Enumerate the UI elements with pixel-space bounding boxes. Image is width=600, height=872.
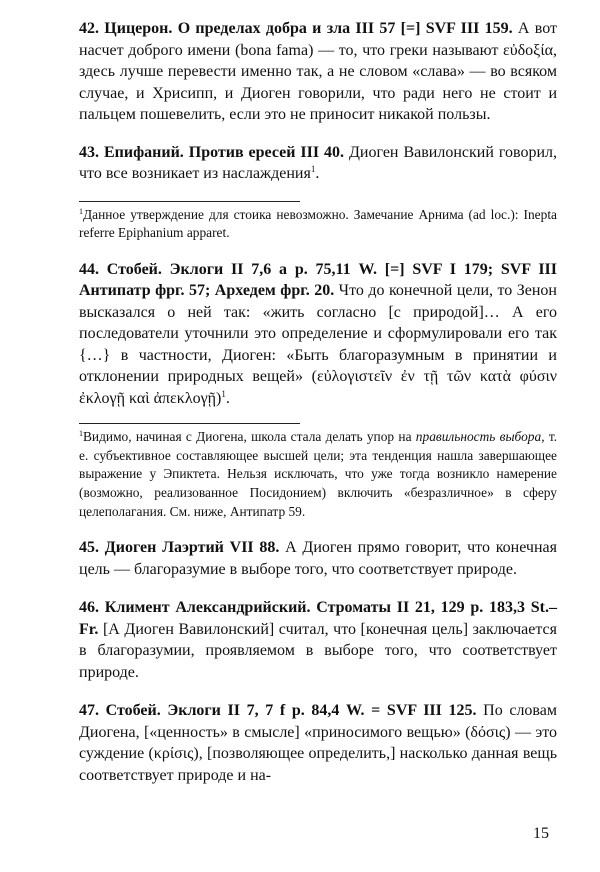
footnote-1 — [79, 206, 557, 243]
footnote-2 — [79, 428, 557, 521]
entry-46 — [79, 597, 557, 683]
entry-43 — [79, 142, 557, 185]
entry-47 — [79, 700, 557, 786]
entry-44 — [79, 259, 557, 410]
entry-heading: 45. Диоген Лаэртий VII 88. — [79, 539, 280, 557]
footnote-text-continued: , т. е. субъективное составляющее высшей цели; эта тенденция нашла завершающее выражение у Эпиктета. Нельзя исключать, что уже тогда возникло намерение (возможно, реализованное Посидонием) включить «безразличное» в сферу целеполагания. См. ниже, Антипатр 59. — [79, 429, 558, 519]
footnote-number: 1 — [79, 429, 83, 439]
entry-heading: 46. Климент Александрийский. Строматы II 21, 129 р. 183,3 St.–Fr. — [79, 599, 557, 638]
entry-tail: . — [225, 389, 230, 407]
entry-heading: 42. Цицерон. О пределах добра и зла III 57 [=] SVF III 159. — [79, 20, 513, 37]
footnote-text: Видимо, начиная с Диогена, школа стала делать упор на — [83, 429, 416, 445]
entry-body: Диоген Вавилонский говорил, что все возникает из наслаждения — [79, 143, 557, 182]
footnote-marker: 1 — [310, 164, 316, 174]
entry-45 — [79, 537, 557, 580]
page-content — [79, 18, 557, 786]
entry-body: Что до конечной цели, то Зенон высказался о ней так: «жить согласно [с природой]… А его последователи уточнили это определение и сформулировали его так {…} в частности, Диоген: «Быть благоразумным в принятии и отклонении природных вещей» (εὐλογιστεῖν ἐν τῇ τῶν κατὰ φύσιν ἐκλογῇ καὶ ἀπεκλογῇ) — [79, 282, 557, 407]
entry-heading: 43. Епифаний. Против ересей III 40. — [79, 143, 345, 161]
entry-tail: . — [315, 165, 320, 182]
footnote-divider — [79, 423, 300, 424]
footnote-marker: 1 — [221, 388, 226, 399]
entry-body: По словам Диогена, [«ценность» в смысле] «приносимого вещью» (δόσις) — это суждение (κρίσις), [позволяющее определить,] насколько данная вещь соответствует природе и на- — [79, 702, 557, 784]
footnote-divider — [79, 201, 300, 202]
page-number: 15 — [533, 825, 549, 842]
footnote-number: 1 — [79, 206, 83, 216]
entry-heading: 47. Стобей. Эклоги II 7, 7 f р. 84,4 W. = SVF III 125. — [79, 702, 477, 720]
entry-body: А вот насчет доброго имени (bona fama) — то, что греки называют εὐδοξία, здесь лучше перевести именно так, а не словом «слава» — во всяком случае, и Хрисипп, и Диоген говорили, что ради него не стоит и пальцем пошевелить, если это не приносит никакой пользы. — [79, 20, 558, 123]
entry-body: А Диоген прямо говорит, что конечная цель — благоразумие в выборе того, что соответствует природе. — [79, 539, 557, 578]
entry-42 — [79, 18, 557, 126]
footnote-text: Данное утверждение для стоика невозможно. Замечание Арнима (ad loc.): Inepta referre Epiphanium apparet. — [79, 206, 557, 241]
entry-body: [А Диоген Вавилонский] считал, что [конечная цель] заключается в благоразумии, проявляемом в выборе того, что соответствует природе. — [79, 620, 557, 681]
footnote-emphasis: правильность выбора — [415, 429, 542, 445]
entry-heading: 44. Стобей. Эклоги II 7,6 а р. 75,11 W. [=] SVF I 179; SVF III Антипатр фрг. 57; Архедем фрг. 20. — [79, 260, 557, 300]
